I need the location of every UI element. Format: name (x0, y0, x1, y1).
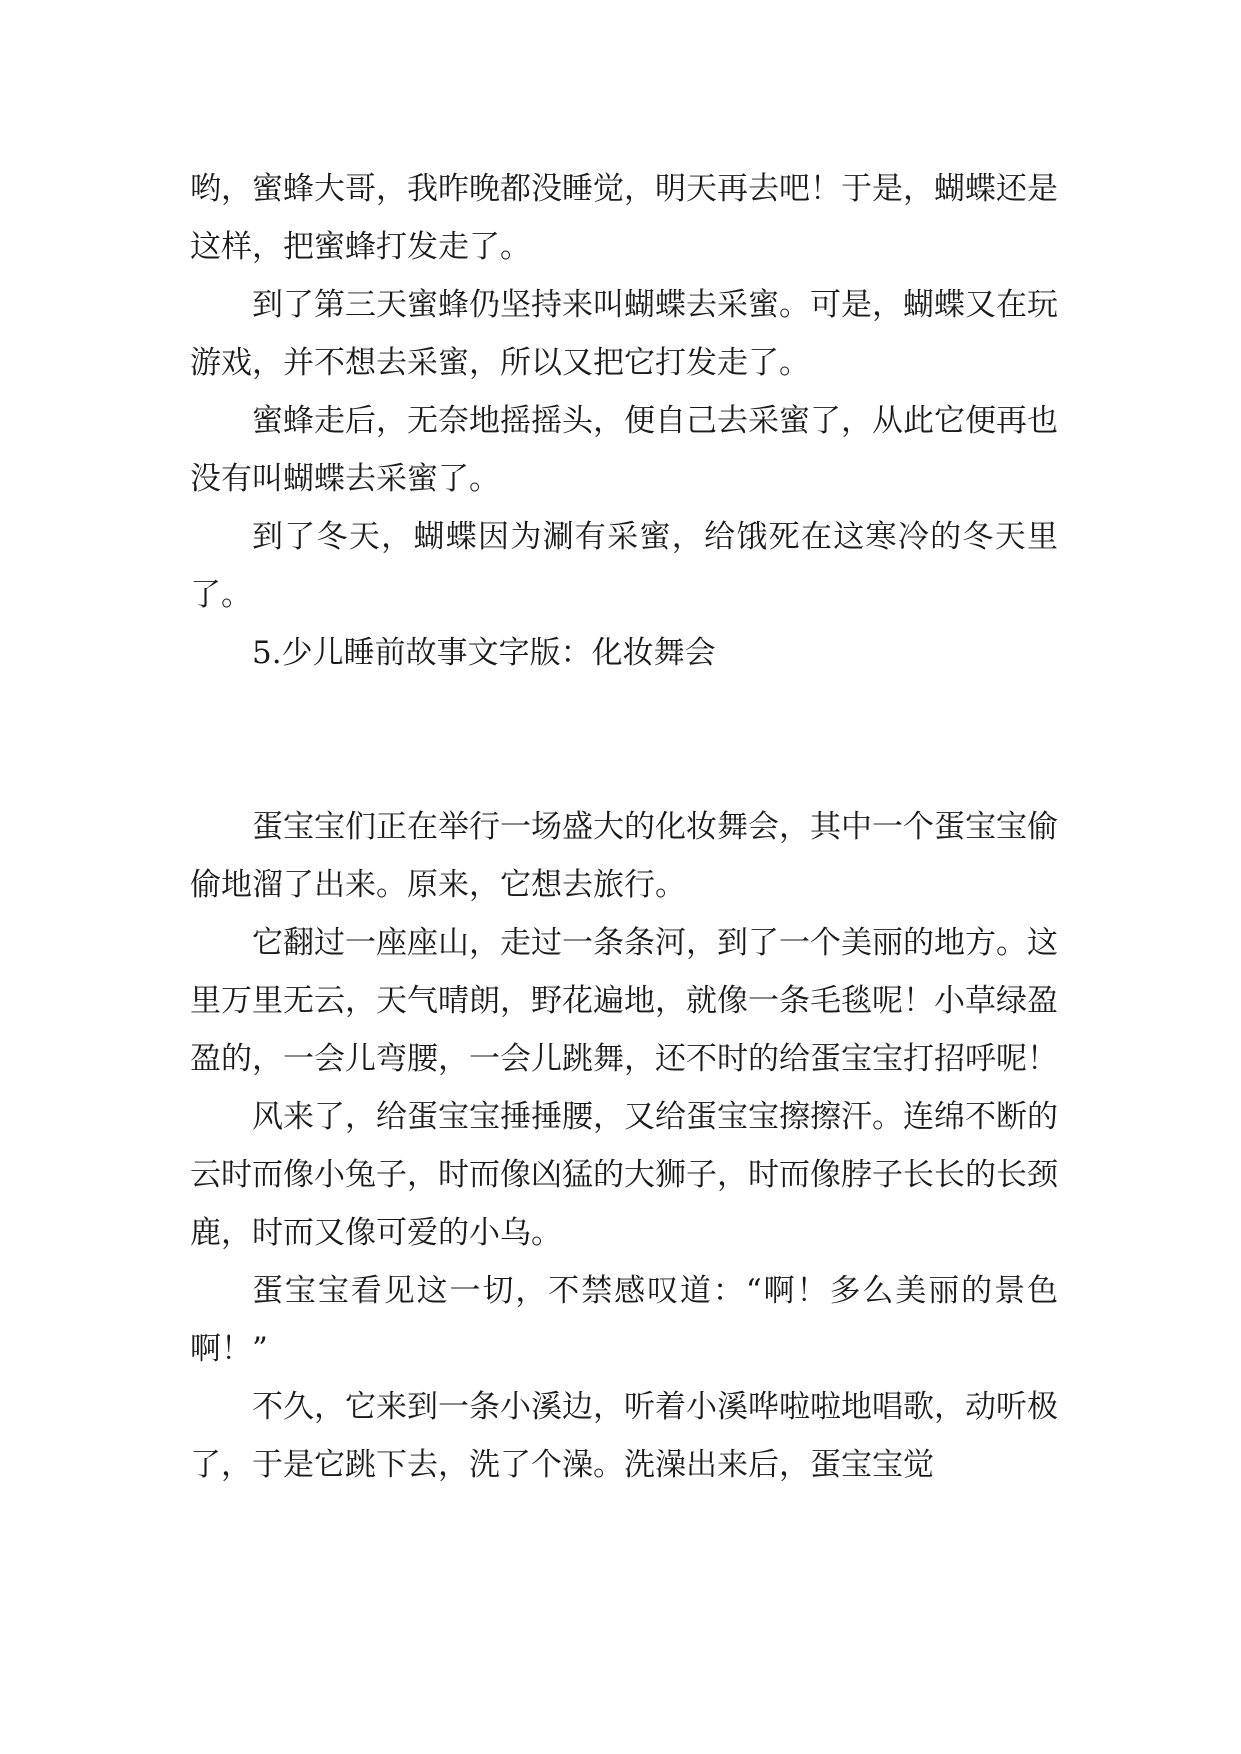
document-body (190, 160, 1058, 1494)
paragraph: 到了冬天，蝴蝶因为涮有采蜜，给饿死在这寒冷的冬天里了。 (190, 519, 1058, 613)
section-heading: 5.少儿睡前故事文字版：化妆舞会 (252, 635, 716, 671)
paragraph: 蛋宝宝看见这一切，不禁感叹道：“啊！多么美丽的景色啊！” (190, 1273, 1058, 1367)
paragraph: 风来了，给蛋宝宝捶捶腰，又给蛋宝宝擦擦汗。连绵不断的云时而像小兔子，时而像凶猛的大狮子，时而像脖子长长的长颈鹿，时而又像可爱的小乌。 (190, 1099, 1058, 1251)
paragraph: 它翻过一座座山，走过一条条河，到了一个美丽的地方。这里万里无云，天气晴朗，野花遍地，就像一条毛毯呢！小草绿盈盈的，一会儿弯腰，一会儿跳舞，还不时的给蛋宝宝打招呼呢！ (190, 925, 1058, 1077)
paragraph-continuation: 哟，蜜蜂大哥，我昨晚都没睡觉，明天再去吧！于是，蝴蝶还是这样，把蜜蜂打发走了。 (190, 171, 1058, 265)
section-spacer (190, 682, 1058, 798)
paragraph: 到了第三天蜜蜂仍坚持来叫蝴蝶去采蜜。可是，蝴蝶又在玩游戏，并不想去采蜜，所以又把它打发走了。 (190, 287, 1058, 381)
paragraph: 不久，它来到一条小溪边，听着小溪哗啦啦地唱歌，动听极了，于是它跳下去，洗了个澡。洗澡出来后，蛋宝宝觉 (190, 1389, 1058, 1483)
paragraph: 蜜蜂走后，无奈地摇摇头，便自己去采蜜了，从此它便再也没有叫蝴蝶去采蜜了。 (190, 403, 1058, 497)
paragraph: 蛋宝宝们正在举行一场盛大的化妆舞会，其中一个蛋宝宝偷偷地溜了出来。原来，它想去旅行。 (190, 809, 1058, 903)
